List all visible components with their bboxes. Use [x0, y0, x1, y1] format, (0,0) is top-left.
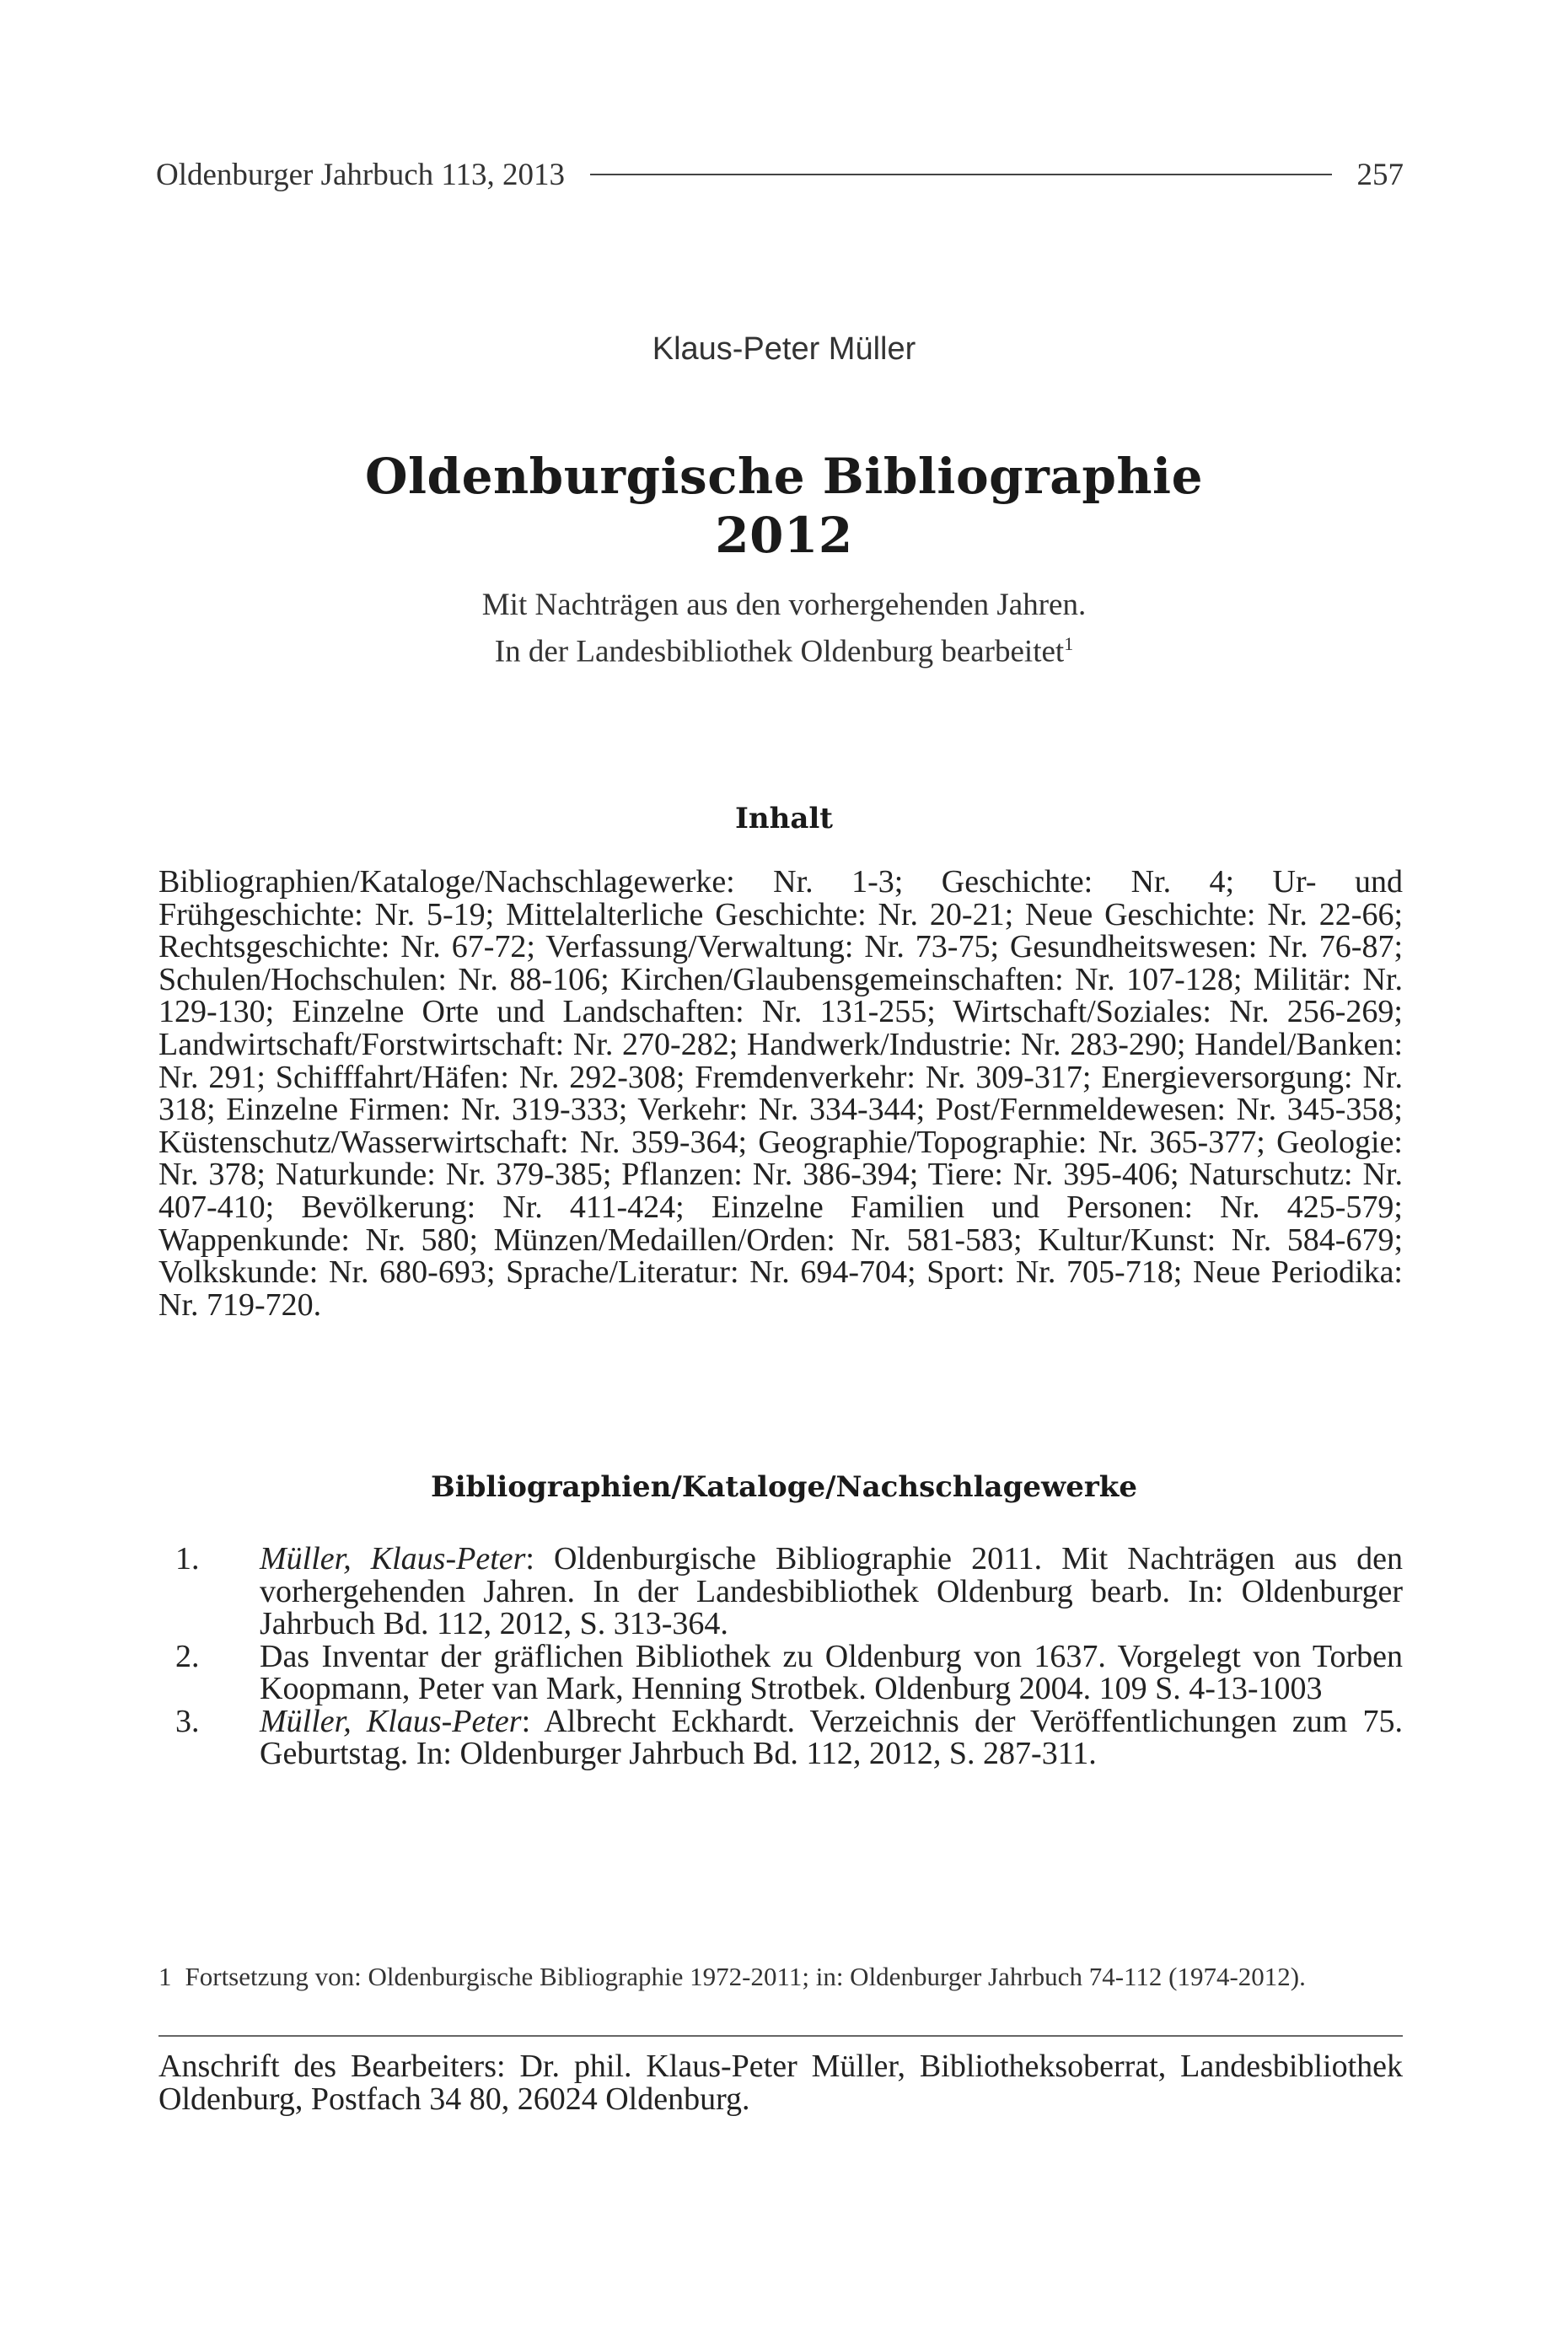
header-rule — [590, 174, 1331, 175]
footnote-reference: 1 — [1064, 633, 1074, 654]
page-number: 257 — [1356, 157, 1404, 192]
running-head — [156, 153, 1404, 196]
list-item — [158, 1543, 1403, 1641]
contents-heading: Inhalt — [735, 802, 833, 835]
entry-number: 1. — [175, 1541, 200, 1576]
journal-title: Oldenburger Jahrbuch 113, 2013 — [156, 157, 566, 192]
subtitle-line-1: Mit Nachträgen aus den vorhergehenden Jahren. — [481, 588, 1087, 622]
entry-description: Das Inventar der gräflichen Bibliothek zu Oldenburg von 1637. Vorgelegt von Torben Koopmann, Peter van Mark, Henning Strotbek. Oldenburg 2004. 109 S. 4-13-1003 — [260, 1638, 1403, 1706]
section-heading: Bibliographien/Kataloge/Nachschlagewerke — [430, 1470, 1137, 1504]
footnote — [158, 1962, 1403, 1992]
entry-description: : Albrecht Eckhardt. Verzeichnis der Veröffentlichungen zum 75. Geburtstag. In: Oldenburger Jahrbuch Bd. 112, 2012, S. 287-311. — [260, 1703, 1404, 1771]
list-item — [158, 1638, 1403, 1706]
entry-author: Müller, Klaus-Peter — [260, 1703, 522, 1739]
title-line-2: 2012 — [715, 507, 853, 564]
entry-description: : Oldenburgische Bibliographie 2011. Mit Nachträgen aus den vorhergehenden Jahren. In der Landesbibliothek Oldenburg bearb. In: Oldenburger Jahrbuch Bd. 112, 2012, S. 313-364. — [260, 1541, 1403, 1641]
entry-text — [260, 1638, 1403, 1706]
editor-address: Anschrift des Bearbeiters: Dr. phil. Klaus-Peter Müller, Bibliotheksoberrat, Landesbibliothek Oldenburg, Postfach 34 80, 26024 Oldenburg. — [158, 2049, 1403, 2117]
entry-text — [260, 1543, 1403, 1641]
author-name: Klaus-Peter Müller — [652, 331, 916, 367]
entry-number: 2. — [175, 1638, 200, 1674]
footnote-text: Fortsetzung von: Oldenburgische Bibliographie 1972-2011; in: Oldenburger Jahrbuch 74-112 (1974-2012). — [185, 1962, 1306, 1991]
footer-rule — [158, 2035, 1403, 2037]
page-title — [0, 447, 1568, 565]
bibliography-list — [158, 1543, 1403, 1770]
entry-author: Müller, Klaus-Peter — [260, 1541, 526, 1576]
title-line-1: Oldenburgische Bibliographie — [365, 448, 1203, 505]
entry-text — [260, 1705, 1403, 1770]
contents-paragraph: Bibliographien/Kataloge/Nachschlagewerke: Nr. 1-3; Geschichte: Nr. 4; Ur- und Frühgeschichte: Nr. 5-19; Mittelalterliche Geschichte: Nr. 20-21; Neue Geschichte: Nr. 22-66; Rechtsgeschichte: Nr. 67-72; Verfassung/Verwaltung: Nr. 73-75; Gesundheitswesen: Nr. 76-87; Schulen/Hochschulen: Nr. 88-106; Kirchen/Glaubensgemeinschaften: Nr. 107-128; Militär: Nr. 129-130; Einzelne Orte und Landschaften: Nr. 131-255; Wirtschaft/Soziales: Nr. 256-269; Landwirtschaft/Forstwirtschaft: Nr. 270-282; Handwerk/Industrie: Nr. 283-290; Handel/Banken: Nr. 291; Schifffahrt/Häfen: Nr. 292-308; Fremdenverkehr: Nr. 309-317; Energieversorgung: Nr. 318; Einzelne Firmen: Nr. 319-333; Verkehr: Nr. 334-344; Post/Fernmeldewesen: Nr. 345-358; Küstenschutz/Wasserwirtschaft: Nr. 359-364; Geographie/Topographie: Nr. 365-377; Geologie: Nr. 378; Naturkunde: Nr. 379-385; Pflanzen: Nr. 386-394; Tiere: Nr. 395-406; Naturschutz: Nr. 407-410; Bevölkerung: Nr. 411-424; Einzelne Familien und Personen: Nr. 425-579; Wappenkunde: Nr. 580; Münzen/Medaillen/Orden: Nr. 581-583; Kultur/Kunst: Nr. 584-679; Volkskunde: Nr. 680-693; Sprache/Literatur: Nr. 694-704; Sport: Nr. 705-718; Neue Periodika: Nr. 719-720. — [158, 864, 1403, 1323]
subtitle-line-2-text: In der Landesbibliothek Oldenburg bearbeitet — [494, 634, 1065, 669]
entry-number: 3. — [175, 1703, 200, 1739]
subtitle — [0, 586, 1568, 671]
subtitle-line-2 — [0, 625, 1568, 671]
list-item — [158, 1705, 1403, 1770]
footnote-number: 1 — [158, 1962, 172, 1991]
